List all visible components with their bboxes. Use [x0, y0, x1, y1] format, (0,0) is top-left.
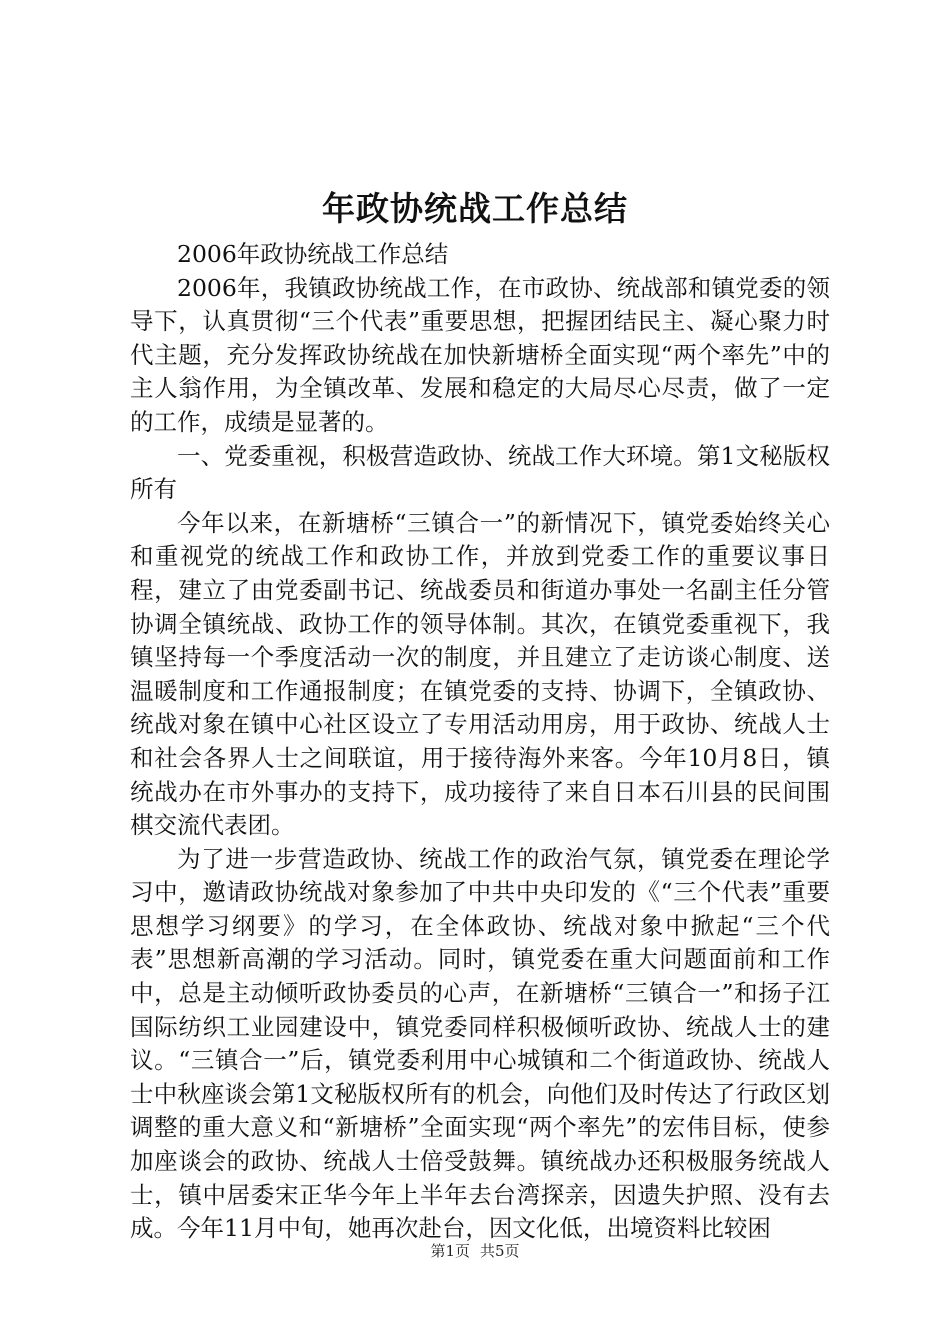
- paragraph-intro: 2006年，我镇政协统战工作，在市政协、统战部和镇党委的领导下，认真贯彻“三个代表”重要思想，把握团结民主、凝心聚力时代主题，充分发挥政协统战在加快新塘桥全面实现“两个率先”中的主人翁作用，为全镇改革、发展和稳定的大局尽心尽责，做了一定的工作，成绩是显著的。: [130, 273, 830, 436]
- paragraph-body: 今年以来，在新塘桥“三镇合一”的新情况下，镇党委始终关心和重视党的统战工作和政协工作，并放到党委工作的重要议事日程，建立了由党委副书记、统战委员和街道办事处一名副主任分管协调全镇统战、政协工作的领导体制。其次，在镇党委重视下，我镇坚持每一个季度活动一次的制度，并且建立了走访谈心制度、送温暖制度和工作通报制度；在镇党委的支持、协调下，全镇政协、统战对象在镇中心社区设立了专用活动用房，用于政协、统战人士和社会各界人士之间联谊，用于接待海外来客。今年10月8日，镇统战办在市外事办的支持下，成功接待了来自日本石川县的民间围棋交流代表团。: [130, 508, 830, 840]
- document-body: [130, 238, 830, 1246]
- page-number: 第1页: [430, 1242, 470, 1260]
- page-footer: [0, 1241, 950, 1261]
- paragraph-subtitle: 2006年政协统战工作总结: [177, 240, 449, 268]
- paragraph-section-heading: 一、党委重视，积极营造政协、统战工作大环境。第1文秘版权所有: [130, 441, 830, 504]
- paragraph-body: 为了进一步营造政协、统战工作的政治气氛，镇党委在理论学习中，邀请政协统战对象参加了中共中央印发的《“三个代表”重要思想学习纲要》的学习，在全体政协、统战对象中掀起“三个代表”思想新高潮的学习活动。同时，镇党委在重大问题面前和工作中，总是主动倾听政协委员的心声，在新塘桥“三镇合一”和扬子江国际纺织工业园建设中，镇党委同样积极倾听政协、统战人士的建议。“三镇合一”后，镇党委利用中心城镇和二个街道政协、统战人士中秋座谈会第1文秘版权所有的机会，向他们及时传达了行政区划调整的重大意义和“新塘桥”全面实现“两个率先”的宏伟目标，使参加座谈会的政协、统战人士倍受鼓舞。镇统战办还积极服务统战人士，镇中居委宋正华今年上半年去台湾探亲，因遗失护照、没有去成。今年11月中旬，她再次赴台，因文化低，出境资料比较困: [130, 844, 830, 1243]
- page-total: 共5页: [480, 1242, 520, 1260]
- document-title: 年政协统战工作总结: [322, 189, 628, 228]
